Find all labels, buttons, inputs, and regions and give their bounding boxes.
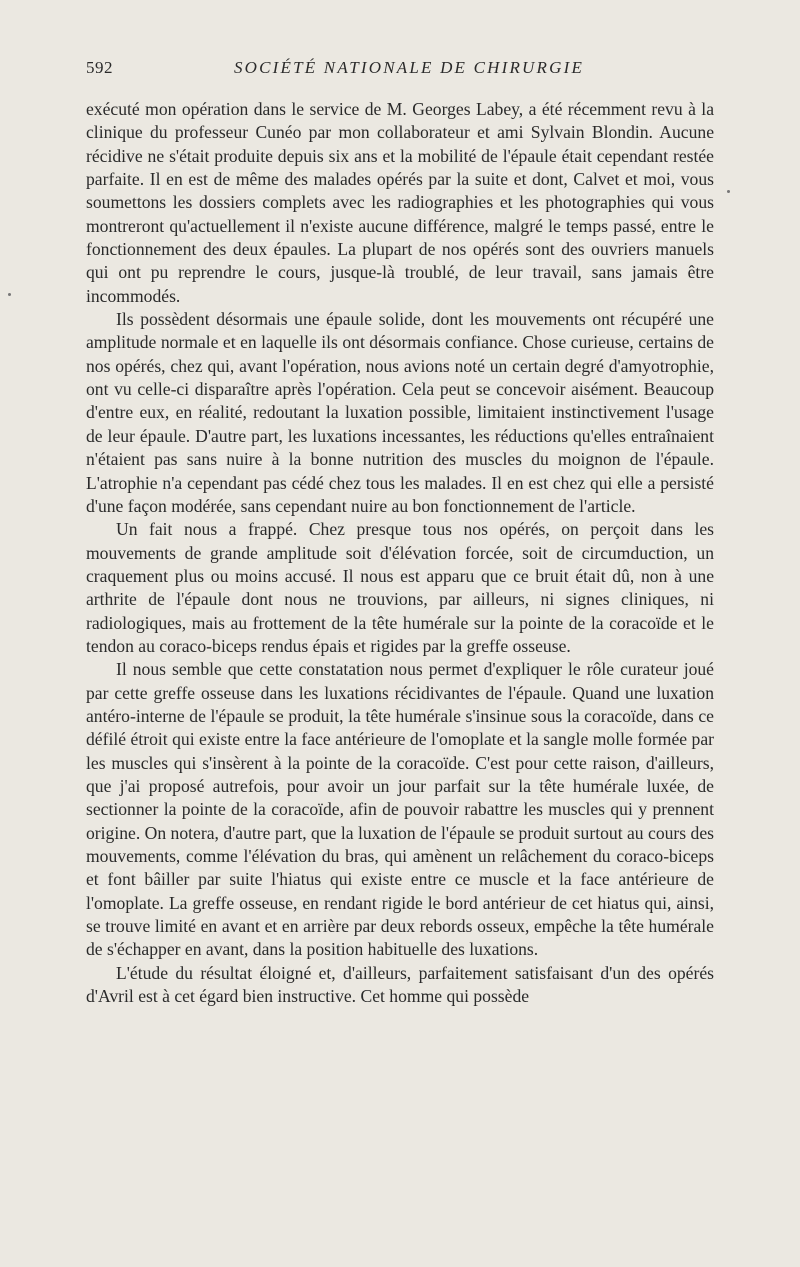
print-speck (8, 293, 11, 296)
page-number: 592 (86, 58, 113, 77)
paragraph-1: exécuté mon opération dans le service de M. Georges Labey, a été récemment revu à la clinique du professeur Cunéo par mon collaborateur et ami Sylvain Blondin. Aucune récidive ne s'était produite depuis six ans et la mobilité de l'épaule était cependant restée parfaite. Il en est de même des malades opérés par la suite et dont, Calvet et moi, vous soumettons les dossiers complets avec les radiographies et les photographies qui vous montreront qu'actuellement il n'existe aucune différence, malgré le temps passé, entre le fonctionnement des deux épaules. La plupart de nos opérés sont des ouvriers manuels qui ont pu reprendre le cours, jusque-là troublé, de leur travail, sans jamais être incommodés. (86, 99, 714, 306)
page-header (86, 58, 716, 84)
paragraph-4: Il nous semble que cette constatation nous permet d'expliquer le rôle curateur joué par cette greffe osseuse dans les luxations récidivantes de l'épaule. Quand une luxation antéro-interne de l'épaule se produit, la tête humérale s'insinue sous la coracoïde, dans ce défilé étroit qui existe entre la face antérieure de l'omoplate et la sangle molle formée par les muscles qui s'insèrent à la pointe de la coracoïde. C'est pour cette raison, d'ailleurs, que j'ai proposé autrefois, pour avoir un jour parfait sur la tête humérale luxée, de sectionner la pointe de la coracoïde, afin de pouvoir rabattre les muscles qui y prennent origine. On notera, d'autre part, que la luxation de l'épaule se produit surtout au cours des mouvements, comme l'élévation du bras, qui amènent un relâchement du coraco-biceps et font bâiller par suite l'hiatus qui existe entre ce muscle et la face antérieure de l'omoplate. La greffe osseuse, en rendant rigide le bord antérieur de cet hiatus qui, ainsi, se trouve limité en avant et en arrière par deux rebords osseux, empêche la tête humérale de s'échapper en avant, dans la position habituelle des luxations. (86, 659, 714, 960)
paragraph-5: L'étude du résultat éloigné et, d'ailleurs, parfaitement satisfaisant d'un des opérés d'Avril est à cet égard bien instructive. Cet homme qui possède (86, 962, 714, 1007)
print-speck (727, 190, 730, 193)
paragraph-2: Ils possèdent désormais une épaule solide, dont les mouvements ont récupéré une amplitude normale et en laquelle ils ont désormais confiance. Chose curieuse, certains de nos opérés, chez qui, avant l'opération, nous avions noté un certain degré d'amyotrophie, ont vu celle-ci disparaître après l'opération. Cela peut se concevoir aisément. Beaucoup d'entre eux, en réalité, redoutant la luxation possible, limitaient instinctivement l'usage de leur épaule. D'autre part, les luxations incessantes, les réductions qu'elles entraînaient n'étaient pas sans nuire à la bonne nutrition des muscles du moignon de l'épaule. L'atrophie n'a cependant pas cédé chez tous les malades. Il en est chez qui elle a persisté d'une façon modérée, sans cependant nuire au bon fonctionnement de l'article. (86, 309, 714, 516)
paragraph-3: Un fait nous a frappé. Chez presque tous nos opérés, on perçoit dans les mouvements de grande amplitude soit d'élévation forcée, soit de circumduction, un craquement plus ou moins accusé. Il nous est apparu que ce bruit était dû, non à une arthrite de l'épaule dont nous ne trouvions, par ailleurs, ni signes cliniques, ni radiologiques, mais au frottement de la tête humérale sur la pointe de la coracoïde et le tendon au coraco-biceps rendus épais et rigides par la greffe osseuse. (86, 519, 714, 656)
running-head: SOCIÉTÉ NATIONALE DE CHIRURGIE (233, 58, 585, 77)
body-text (86, 98, 714, 1008)
